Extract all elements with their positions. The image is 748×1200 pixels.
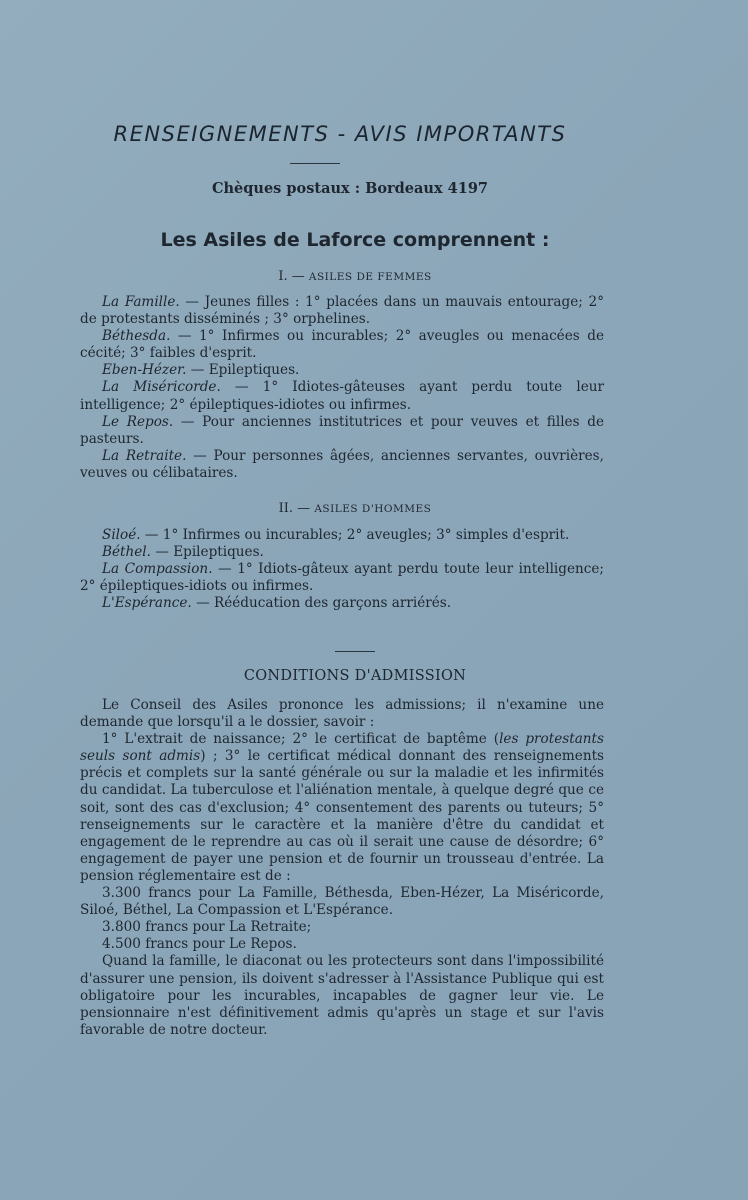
list-item: La Miséricorde. — 1° Idiotes-gâteuses ayant perdu toute leur intelligence; 2° épileptiques-idiotes ou infirmes.	[80, 379, 604, 413]
section-heading-femmes	[60, 269, 650, 284]
list-item: Béthel. — Epileptiques.	[102, 544, 264, 561]
list-item: La Retraite. — Pour personnes âgées, anciennes servantes, ouvrières, veuves ou célibataires.	[80, 447, 604, 481]
list-item: La Compassion. — 1° Idiots-gâteux ayant perdu toute leur intelligence; 2° épileptiques-idiots ou infirmes.	[80, 561, 604, 595]
section-hommes-list	[80, 527, 604, 612]
section-numeral: I. —	[278, 269, 305, 284]
list-item: La Famille. — Jeunes filles : 1° placées dans un mauvais entourage; 2° de protestants disséminés ; 3° orphelines.	[80, 294, 604, 328]
page-title: RENSEIGNEMENTS - AVIS IMPORTANTS	[113, 122, 567, 146]
section-femmes-list	[80, 294, 604, 482]
conditions-closing: Quand la famille, le diaconat ou les protecteurs sont dans l'impossibilité d'assurer une pension, ils doivent s'adresser à l'Assistance Publique qui est obligatoire pour les incurables, incapables de gagner leur vie. Le pensionnaire n'est définitivement admis qu'après un stage et sur l'avis favorable de notre docteur.	[80, 953, 604, 1038]
list-item: L'Espérance. — Rééducation des garçons arriérés.	[102, 595, 452, 612]
section-heading-hommes	[60, 501, 650, 516]
main-heading: Les Asiles de Laforce comprennent :	[160, 229, 550, 251]
list-item: Le Repos. — Pour anciennes institutrices et pour veuves et filles de pasteurs.	[80, 413, 604, 447]
conditions-requirements: 1° L'extrait de naissance; 2° le certificat de baptême (les protestants seuls sont admis) ; 3° le certificat médical donnant des renseignements précis et complets sur la santé générale ou sur la maladie et les infirmités du candidat. La tuberculose et l'aliénation mentale, à quelque degré que ce soit, sont des cas d'exclusion; 4° consentement des parents ou tuteurs; 5° renseignements sur le caractère et la manière d'être du candidat et engagement de le reprendre au cas où il serait une cause de désordre; 6° engagement de payer une pension et de fournir un trousseau d'entrée. La pension réglementaire est de :	[80, 731, 605, 884]
asylum-name: Siloé.	[102, 527, 141, 543]
price-line: 3.300 francs pour La Famille, Béthesda, Eben-Hézer, La Miséricorde, Siloé, Béthel, La Compassion et L'Espérance.	[80, 885, 604, 919]
asylum-name: Béthel.	[102, 544, 151, 561]
conditions-heading: CONDITIONS D'ADMISSION	[243, 668, 467, 684]
price-line: 3.800 francs pour La Retraite;	[102, 919, 312, 936]
asylum-name: Eben-Hézer.	[102, 362, 187, 379]
list-item: Béthesda. — 1° Infirmes ou incurables; 2° aveugles ou menacées de cécité; 3° faibles d'esprit.	[80, 328, 604, 362]
postal-cheques-line: Chèques postaux : Bordeaux 4197	[211, 180, 489, 197]
requirement-note: les protestants seuls sont admis	[80, 731, 604, 765]
asylum-name: La Retraite.	[102, 447, 187, 464]
list-item: Eben-Hézer. — Epileptiques.	[102, 362, 300, 379]
asylum-name: L'Espérance.	[102, 595, 192, 612]
title-divider	[290, 163, 340, 164]
price-line: 4.500 francs pour Le Repos.	[102, 936, 297, 953]
asylum-name: La Famille.	[102, 294, 180, 310]
asylum-name: La Compassion.	[102, 561, 213, 578]
asylum-name: Le Repos.	[102, 413, 174, 430]
asylum-name: La Miséricorde.	[102, 379, 221, 396]
conditions-intro: Le Conseil des Asiles prononce les admissions; il n'examine une demande que lorsqu'il a le dossier, savoir :	[80, 697, 604, 731]
section-divider	[335, 651, 375, 652]
section-label: ASILES D'HOMMES	[314, 503, 432, 515]
section-label: ASILES DE FEMMES	[308, 271, 432, 283]
conditions-body	[80, 697, 604, 1039]
asylum-name: Béthesda.	[102, 328, 171, 345]
list-item: Siloé. — 1° Infirmes ou incurables; 2° aveugles; 3° simples d'esprit.	[102, 527, 570, 543]
section-numeral: II. —	[278, 501, 311, 516]
